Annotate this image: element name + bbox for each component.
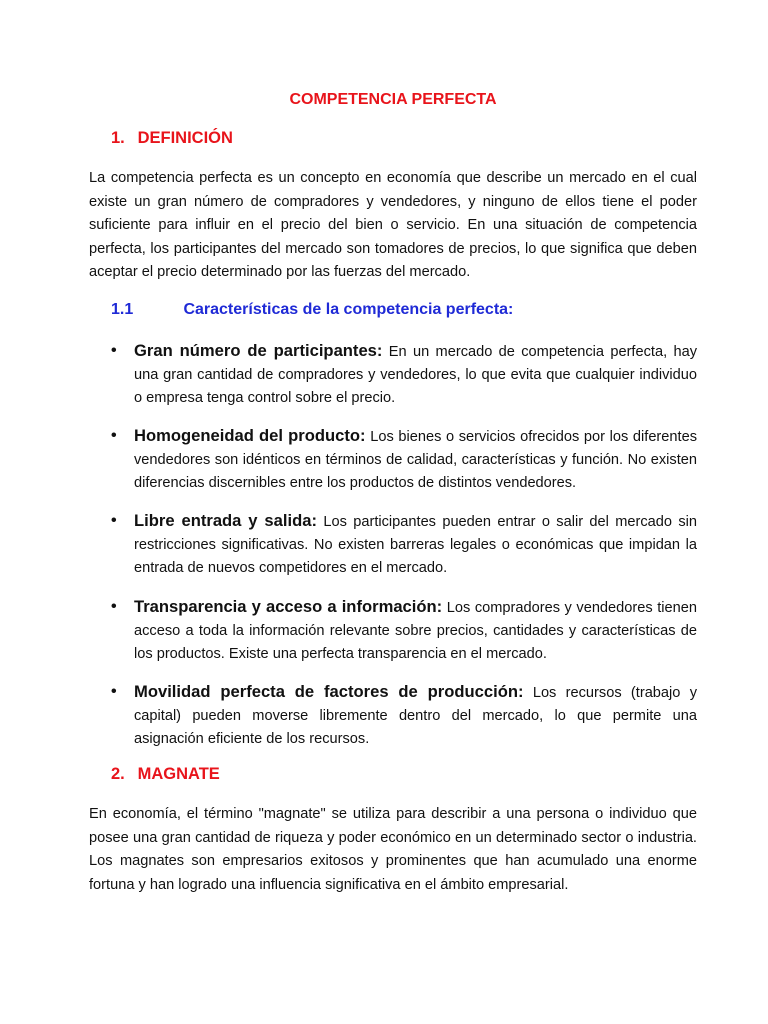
list-item-text	[134, 595, 697, 666]
bullet-icon: •	[111, 598, 117, 615]
document-title: COMPETENCIA PERFECTA	[289, 91, 497, 108]
subsection-heading-text: Características de la competencia perfecta:	[183, 301, 514, 318]
list-item-description: Los bienes o servicios ofrecidos por los diferentes vendedores son idénticos en términos de calidad, características y función. No existen diferencias discernibles entre los productos de distintos vendedores.	[134, 429, 697, 491]
subsection-number: 1.1	[111, 301, 134, 318]
list-item-text	[134, 424, 697, 495]
list-item-term: Movilidad perfecta de factores de producción:	[134, 682, 524, 701]
section-heading-magnate	[111, 765, 220, 784]
section-heading-text: MAGNATE	[137, 765, 220, 783]
list-item-term: Transparencia y acceso a información:	[134, 597, 443, 616]
list-item-description: Los recursos (trabajo y capital) pueden moverse libremente dentro del mercado, lo que permite una asignación eficiente de los recursos.	[134, 685, 697, 747]
list-item-term: Homogeneidad del producto:	[134, 426, 366, 445]
bullet-icon: •	[111, 683, 117, 700]
list-item-description: En un mercado de competencia perfecta, hay una gran cantidad de compradores y vendedores, lo que evita que cualquier individuo o empresa tenga control sobre el precio.	[134, 344, 697, 406]
subsection-heading	[111, 301, 513, 319]
list-item-text	[134, 509, 697, 580]
list-item-text	[134, 339, 697, 410]
list-item-term: Libre entrada y salida:	[134, 511, 318, 530]
list-item-text	[134, 680, 697, 751]
list-item-term: Gran número de participantes:	[134, 341, 383, 360]
magnate-paragraph: En economía, el término "magnate" se utiliza para describir a una persona o individuo que posee una gran cantidad de riqueza y poder económico en un determinado sector o industria. Los magnates son empresarios exitosos y prominentes que han acumulado una enorme fortuna y han logrado una influencia significativa en el ámbito empresarial.	[89, 806, 697, 893]
definition-paragraph: La competencia perfecta es un concepto en economía que describe un mercado en el cual existe un gran número de compradores y vendedores, y ninguno de ellos tiene el poder suficiente para influir en el precio del bien o servicio. En una situación de competencia perfecta, los participantes del mercado son tomadores de precios, lo que significa que deben aceptar el precio determinado por las fuerzas del mercado.	[89, 170, 697, 280]
section-heading-definicion	[111, 129, 233, 148]
bullet-icon: •	[111, 512, 117, 529]
bullet-icon: •	[111, 342, 117, 359]
list-item-description: Los compradores y vendedores tienen acceso a toda la información relevante sobre precios, cantidades y características de los productos. Existe una perfecta transparencia en el mercado.	[134, 600, 697, 662]
section-number: 1.	[111, 129, 125, 147]
section-heading-text: DEFINICIÓN	[137, 129, 233, 147]
list-item-description: Los participantes pueden entrar o salir del mercado sin restricciones significativas. No existen barreras legales o económicas que impidan la entrada de nuevos competidores en el mercado.	[134, 514, 697, 576]
section-number: 2.	[111, 765, 125, 783]
bullet-icon: •	[111, 427, 117, 444]
